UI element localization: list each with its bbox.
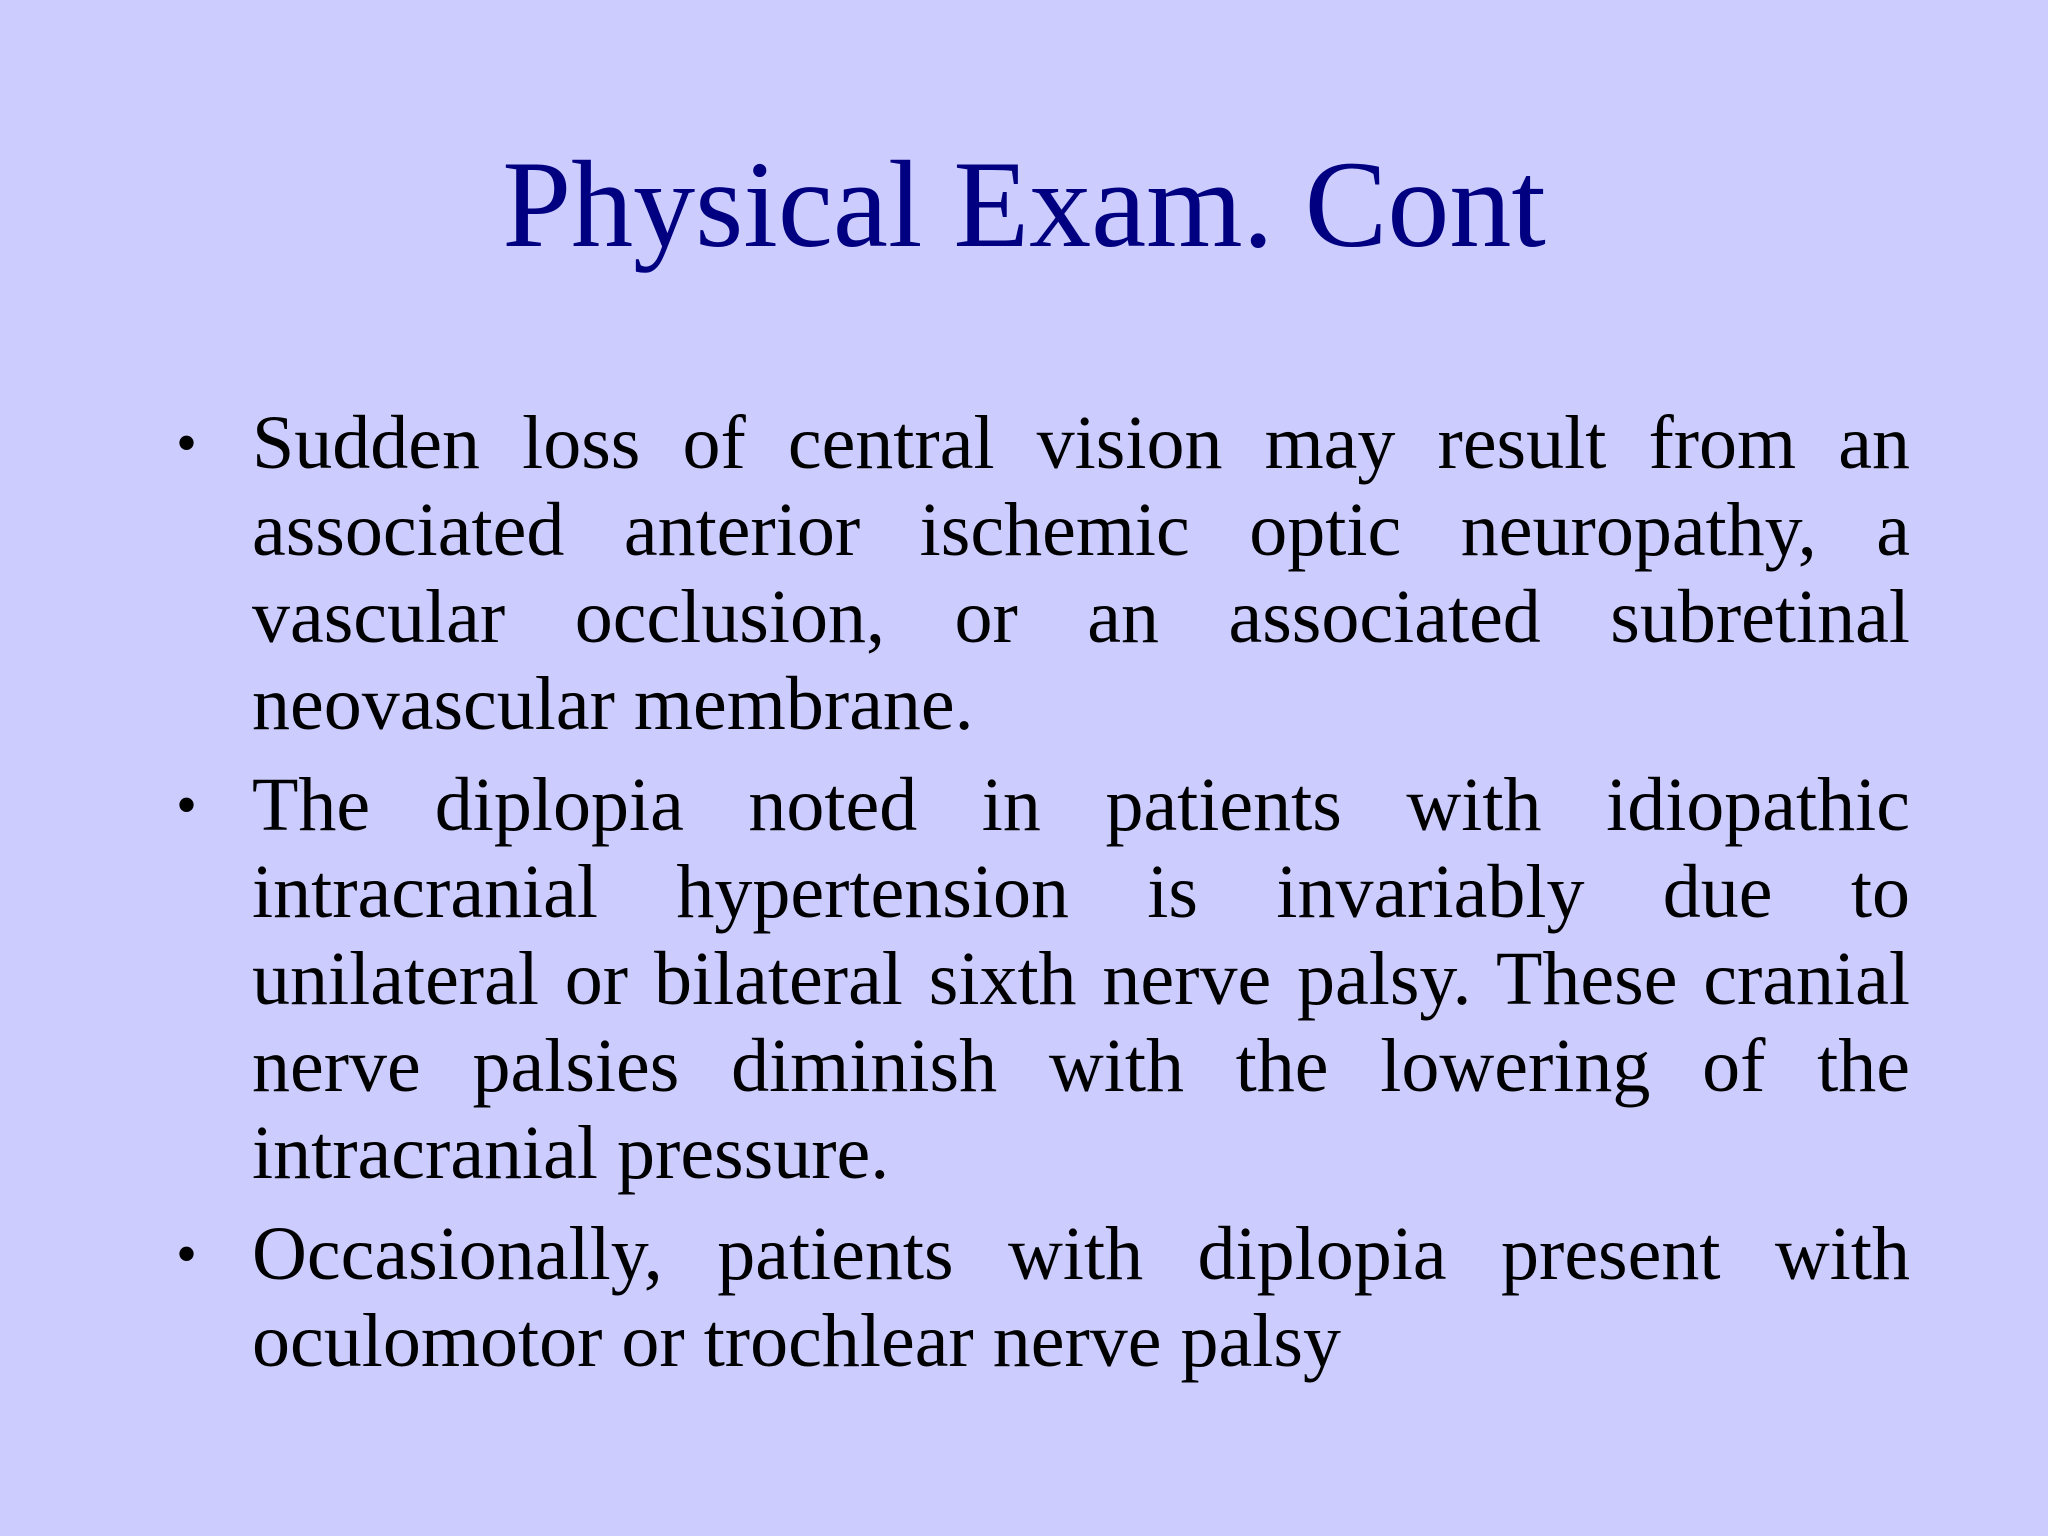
bullet-item — [170, 400, 1910, 748]
bullet-item — [170, 762, 1910, 1197]
bullet-dot-icon: • — [176, 1221, 198, 1287]
bullet-item — [170, 1211, 1910, 1385]
bullet-text: Sudden loss of central vision may result from an associated anterior ischemic optic neuropathy, a vascular occlusion, or an associated subretinal neovascular membrane. — [252, 401, 1910, 746]
slide-title: Physical Exam. Cont — [502, 136, 1546, 273]
bullet-text: The diplopia noted in patients with idiopathic intracranial hypertension is invariably due to unilateral or bilateral sixth nerve palsy. These cranial nerve palsies diminish with the lowering of the intracranial pressure. — [252, 763, 1910, 1195]
bullet-list — [170, 400, 1910, 1399]
bullet-dot-icon: • — [176, 772, 198, 838]
bullet-text: Occasionally, patients with diplopia present with oculomotor or trochlear nerve palsy — [252, 1212, 1910, 1383]
bullet-dot-icon: • — [176, 410, 198, 476]
